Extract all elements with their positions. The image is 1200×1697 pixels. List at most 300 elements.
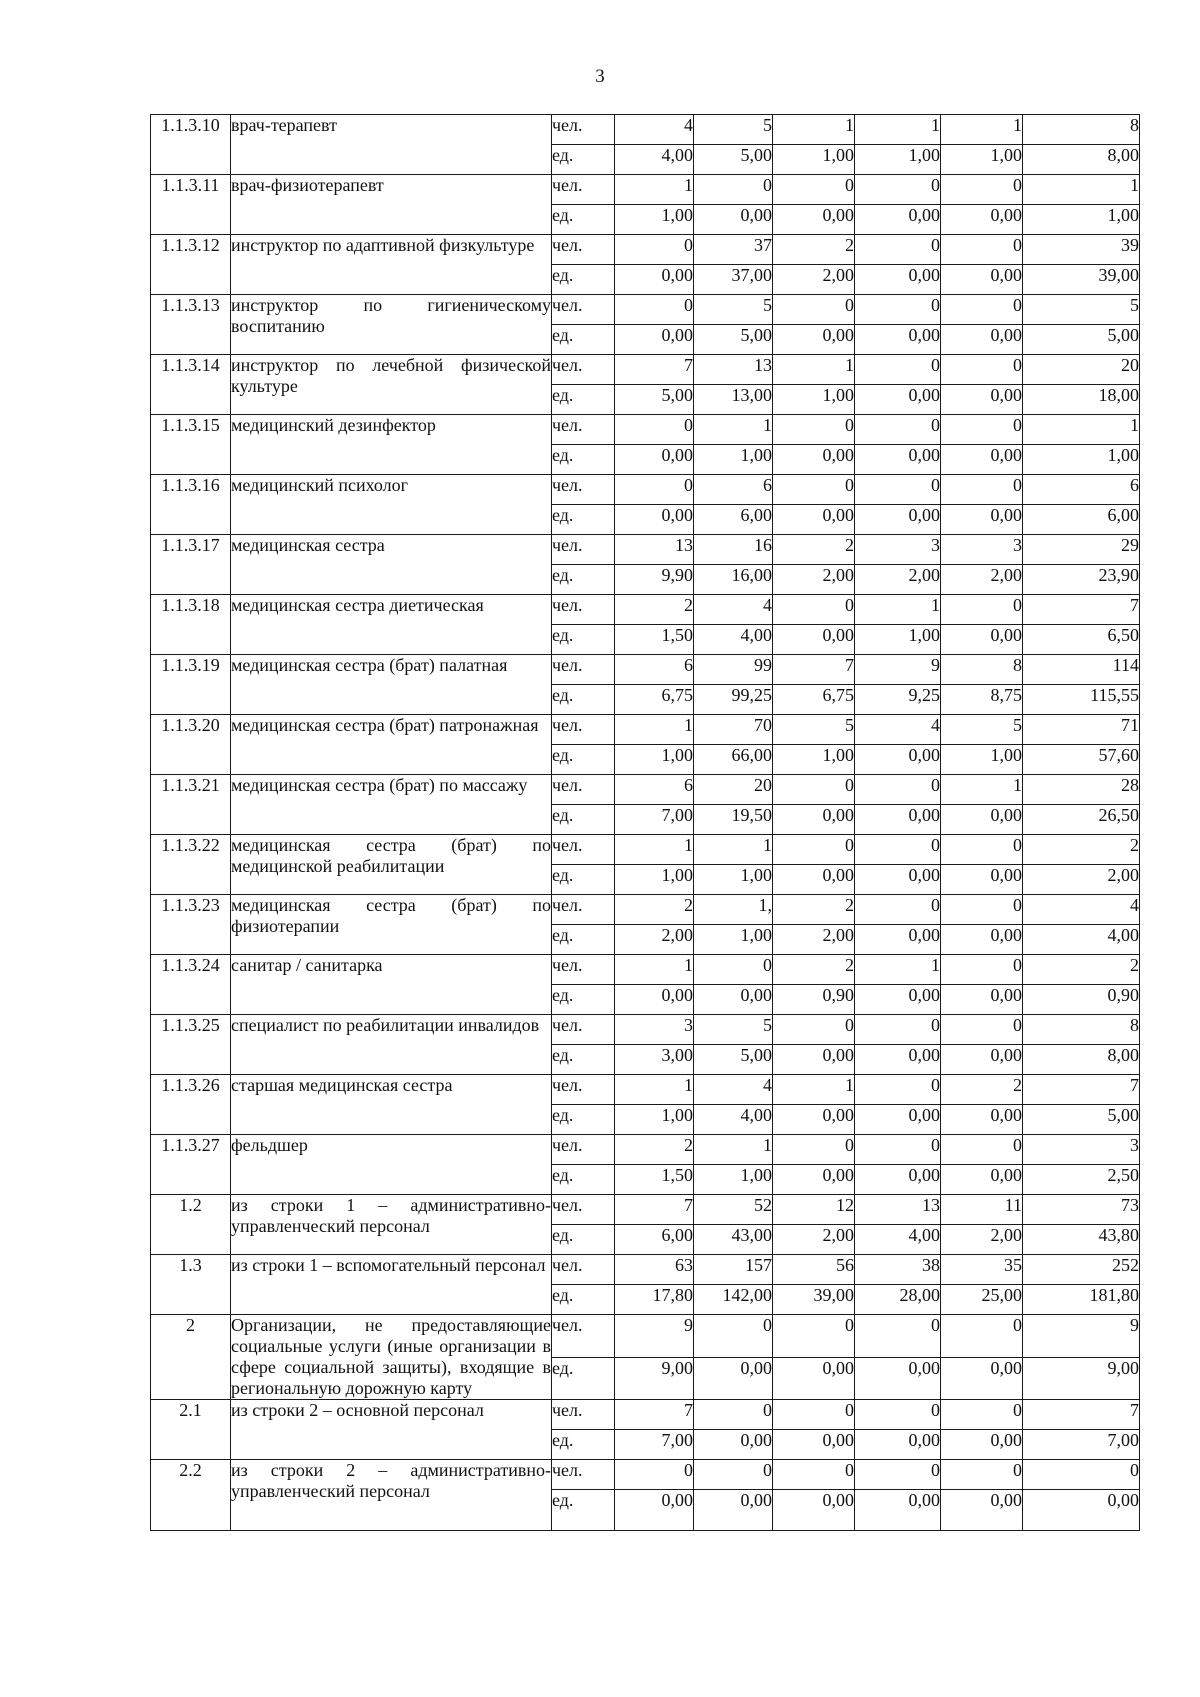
- row-name-text: медицинская сестра (брат) по массажу: [231, 775, 528, 795]
- value-cell: 115,55: [1023, 685, 1140, 715]
- value-cell: 0: [773, 175, 855, 205]
- value-cell: 0,00: [855, 505, 941, 535]
- value-cell: 0,00: [855, 745, 941, 775]
- value-cell: 26,50: [1023, 805, 1140, 835]
- table-body: [151, 115, 1140, 1531]
- row-name: [231, 295, 552, 355]
- value-cell: 0,00: [615, 985, 694, 1015]
- unit-cell: чел.: [552, 1255, 615, 1285]
- value-cell: 1,00: [773, 745, 855, 775]
- unit-cell: ед.: [552, 1165, 615, 1195]
- value-cell: 0,00: [941, 385, 1023, 415]
- row-code: 1.1.3.15: [151, 415, 231, 475]
- row-name: [231, 1460, 552, 1531]
- unit-cell: чел.: [552, 295, 615, 325]
- value-cell: 28: [1023, 775, 1140, 805]
- value-cell: 5,00: [1023, 1105, 1140, 1135]
- value-cell: 1,00: [694, 1165, 773, 1195]
- unit-cell: чел.: [552, 955, 615, 985]
- value-cell: 3: [941, 535, 1023, 565]
- unit-cell: ед.: [552, 145, 615, 175]
- value-cell: 0: [773, 595, 855, 625]
- value-cell: 12: [773, 1195, 855, 1225]
- value-cell: 1: [694, 1135, 773, 1165]
- value-cell: 73: [1023, 1195, 1140, 1225]
- value-cell: 2: [615, 1135, 694, 1165]
- value-cell: 0: [773, 835, 855, 865]
- value-cell: 0,00: [941, 1430, 1023, 1460]
- value-cell: 4,00: [1023, 925, 1140, 955]
- row-name: [231, 175, 552, 235]
- value-cell: 1: [1023, 415, 1140, 445]
- value-cell: 4: [694, 595, 773, 625]
- value-cell: 1: [615, 175, 694, 205]
- table-row: [151, 235, 1140, 265]
- value-cell: 52: [694, 1195, 773, 1225]
- row-name: [231, 1015, 552, 1075]
- value-cell: 0,00: [941, 445, 1023, 475]
- value-cell: 1,00: [855, 625, 941, 655]
- row-name-text: санитар / санитарка: [231, 955, 383, 975]
- value-cell: 1: [773, 355, 855, 385]
- value-cell: 1,00: [773, 385, 855, 415]
- value-cell: 8: [1023, 1015, 1140, 1045]
- unit-cell: ед.: [552, 325, 615, 355]
- value-cell: 5: [694, 1015, 773, 1045]
- value-cell: 2: [941, 1075, 1023, 1105]
- value-cell: 0: [855, 475, 941, 505]
- value-cell: 0: [773, 475, 855, 505]
- value-cell: 3: [615, 1015, 694, 1045]
- value-cell: 6,75: [615, 685, 694, 715]
- value-cell: 2: [1023, 955, 1140, 985]
- value-cell: 0,00: [773, 1490, 855, 1531]
- value-cell: 4: [855, 715, 941, 745]
- value-cell: 2,00: [941, 1225, 1023, 1255]
- value-cell: 0: [694, 1460, 773, 1490]
- value-cell: 9,00: [615, 1357, 694, 1400]
- value-cell: 0,00: [855, 925, 941, 955]
- row-code: 1.1.3.18: [151, 595, 231, 655]
- value-cell: 6,00: [694, 505, 773, 535]
- value-cell: 9: [1023, 1315, 1140, 1358]
- value-cell: 0: [855, 355, 941, 385]
- table-row: [151, 715, 1140, 745]
- value-cell: 37,00: [694, 265, 773, 295]
- table-row: [151, 295, 1140, 325]
- value-cell: 13: [694, 355, 773, 385]
- value-cell: 0: [855, 415, 941, 445]
- unit-cell: ед.: [552, 1285, 615, 1315]
- value-cell: 1: [1023, 175, 1140, 205]
- value-cell: 1,00: [615, 1105, 694, 1135]
- row-code: 1.1.3.21: [151, 775, 231, 835]
- row-name: [231, 655, 552, 715]
- table-row: [151, 175, 1140, 205]
- value-cell: 56: [773, 1255, 855, 1285]
- unit-cell: ед.: [552, 1490, 615, 1531]
- row-name-text: медицинская сестра (брат) по физиотерапии: [231, 895, 551, 936]
- value-cell: 0,00: [941, 325, 1023, 355]
- unit-cell: ед.: [552, 805, 615, 835]
- value-cell: 4: [1023, 895, 1140, 925]
- value-cell: 57,60: [1023, 745, 1140, 775]
- row-name-text: медицинский психолог: [231, 475, 409, 495]
- value-cell: 2,00: [615, 925, 694, 955]
- unit-cell: ед.: [552, 1430, 615, 1460]
- unit-cell: ед.: [552, 925, 615, 955]
- row-name: [231, 835, 552, 895]
- unit-cell: чел.: [552, 355, 615, 385]
- unit-cell: чел.: [552, 1315, 615, 1358]
- value-cell: 29: [1023, 535, 1140, 565]
- value-cell: 9,90: [615, 565, 694, 595]
- value-cell: 1: [615, 1075, 694, 1105]
- row-code: 2.2: [151, 1460, 231, 1531]
- row-code: 1.1.3.11: [151, 175, 231, 235]
- row-code: 1.1.3.14: [151, 355, 231, 415]
- value-cell: 1,00: [694, 445, 773, 475]
- table-row: [151, 1135, 1140, 1165]
- row-name: [231, 955, 552, 1015]
- value-cell: 4,00: [855, 1225, 941, 1255]
- value-cell: 0,00: [941, 265, 1023, 295]
- row-name-text: врач-терапевт: [231, 115, 337, 135]
- value-cell: 0,00: [694, 205, 773, 235]
- value-cell: 0,00: [941, 1490, 1023, 1531]
- value-cell: 0,90: [1023, 985, 1140, 1015]
- row-code: 1.1.3.23: [151, 895, 231, 955]
- value-cell: 3,00: [615, 1045, 694, 1075]
- value-cell: 0,00: [773, 625, 855, 655]
- value-cell: 37: [694, 235, 773, 265]
- row-name: [231, 1195, 552, 1255]
- value-cell: 157: [694, 1255, 773, 1285]
- row-name-text: медицинская сестра диетическая: [231, 595, 484, 615]
- value-cell: 0,90: [773, 985, 855, 1015]
- value-cell: 4,00: [694, 625, 773, 655]
- value-cell: 39,00: [1023, 265, 1140, 295]
- unit-cell: ед.: [552, 865, 615, 895]
- value-cell: 0: [1023, 1460, 1140, 1490]
- row-code: 1.1.3.17: [151, 535, 231, 595]
- row-code: 1.1.3.12: [151, 235, 231, 295]
- value-cell: 1: [855, 115, 941, 145]
- value-cell: 5: [773, 715, 855, 745]
- row-name-text: из строки 1 – административно-управленческий персонал: [231, 1195, 551, 1236]
- value-cell: 70: [694, 715, 773, 745]
- value-cell: 0,00: [615, 265, 694, 295]
- value-cell: 16,00: [694, 565, 773, 595]
- value-cell: 5,00: [694, 145, 773, 175]
- value-cell: 0: [773, 1400, 855, 1430]
- table-row: [151, 1015, 1140, 1045]
- row-code: 1.1.3.27: [151, 1135, 231, 1195]
- value-cell: 0,00: [615, 445, 694, 475]
- value-cell: 8: [941, 655, 1023, 685]
- value-cell: 0,00: [773, 1165, 855, 1195]
- value-cell: 19,50: [694, 805, 773, 835]
- row-name-text: из строки 2 – основной персонал: [231, 1400, 484, 1420]
- value-cell: 0,00: [855, 325, 941, 355]
- value-cell: 0: [941, 175, 1023, 205]
- row-code: 1.1.3.26: [151, 1075, 231, 1135]
- row-name-text: медицинская сестра (брат) палатная: [231, 655, 508, 675]
- row-name-text: фельдшер: [231, 1135, 308, 1155]
- value-cell: 7,00: [1023, 1430, 1140, 1460]
- value-cell: 0,00: [855, 1490, 941, 1531]
- value-cell: 2,00: [773, 1225, 855, 1255]
- unit-cell: ед.: [552, 1225, 615, 1255]
- value-cell: 2,00: [1023, 865, 1140, 895]
- value-cell: 0: [855, 835, 941, 865]
- unit-cell: чел.: [552, 715, 615, 745]
- value-cell: 7: [615, 1400, 694, 1430]
- value-cell: 1: [615, 715, 694, 745]
- value-cell: 0,00: [855, 1430, 941, 1460]
- unit-cell: чел.: [552, 895, 615, 925]
- value-cell: 5: [941, 715, 1023, 745]
- value-cell: 0: [941, 1135, 1023, 1165]
- row-name: [231, 1315, 552, 1400]
- value-cell: 1: [941, 115, 1023, 145]
- value-cell: 0,00: [694, 1490, 773, 1531]
- value-cell: 0,00: [941, 805, 1023, 835]
- table-row: [151, 1460, 1140, 1490]
- value-cell: 0,00: [855, 805, 941, 835]
- value-cell: 0: [941, 955, 1023, 985]
- value-cell: 0,00: [694, 985, 773, 1015]
- value-cell: 0,00: [773, 1357, 855, 1400]
- value-cell: 0,00: [773, 205, 855, 235]
- value-cell: 1: [615, 835, 694, 865]
- value-cell: 1,00: [694, 925, 773, 955]
- row-name-text: старшая медицинская сестра: [231, 1075, 453, 1095]
- value-cell: 2,00: [941, 565, 1023, 595]
- value-cell: 2: [773, 235, 855, 265]
- value-cell: 252: [1023, 1255, 1140, 1285]
- value-cell: 0: [773, 295, 855, 325]
- value-cell: 5,00: [615, 385, 694, 415]
- table-row: [151, 415, 1140, 445]
- value-cell: 1,00: [694, 865, 773, 895]
- value-cell: 0: [941, 1400, 1023, 1430]
- unit-cell: чел.: [552, 775, 615, 805]
- value-cell: 5,00: [1023, 325, 1140, 355]
- row-code: 2: [151, 1315, 231, 1400]
- value-cell: 2: [773, 535, 855, 565]
- value-cell: 2: [615, 895, 694, 925]
- value-cell: 0,00: [615, 505, 694, 535]
- value-cell: 0,00: [773, 805, 855, 835]
- unit-cell: ед.: [552, 265, 615, 295]
- value-cell: 0: [941, 835, 1023, 865]
- value-cell: 0: [855, 1075, 941, 1105]
- page-number: 3: [595, 66, 605, 87]
- row-name-text: медицинский дезинфектор: [231, 415, 436, 435]
- table-row: [151, 1400, 1140, 1430]
- value-cell: 0,00: [855, 385, 941, 415]
- value-cell: 7,00: [615, 1430, 694, 1460]
- unit-cell: чел.: [552, 115, 615, 145]
- value-cell: 6: [615, 655, 694, 685]
- value-cell: 1,00: [615, 865, 694, 895]
- value-cell: 1,00: [1023, 445, 1140, 475]
- value-cell: 0: [694, 1400, 773, 1430]
- table-row: [151, 355, 1140, 385]
- value-cell: 0: [855, 1015, 941, 1045]
- value-cell: 6,00: [615, 1225, 694, 1255]
- unit-cell: ед.: [552, 745, 615, 775]
- value-cell: 8,00: [1023, 1045, 1140, 1075]
- value-cell: 0: [855, 1315, 941, 1358]
- value-cell: 1: [941, 775, 1023, 805]
- unit-cell: ед.: [552, 1357, 615, 1400]
- value-cell: 1: [773, 115, 855, 145]
- unit-cell: ед.: [552, 505, 615, 535]
- unit-cell: чел.: [552, 1400, 615, 1430]
- value-cell: 1,00: [941, 145, 1023, 175]
- row-code: 1.2: [151, 1195, 231, 1255]
- value-cell: 0,00: [941, 1357, 1023, 1400]
- value-cell: 0,00: [855, 205, 941, 235]
- unit-cell: чел.: [552, 655, 615, 685]
- table-row: [151, 955, 1140, 985]
- value-cell: 0: [941, 295, 1023, 325]
- value-cell: 0,00: [855, 865, 941, 895]
- value-cell: 0,00: [941, 205, 1023, 235]
- row-name: [231, 595, 552, 655]
- row-code: 1.1.3.19: [151, 655, 231, 715]
- unit-cell: чел.: [552, 595, 615, 625]
- value-cell: 0,00: [941, 625, 1023, 655]
- value-cell: 11: [941, 1195, 1023, 1225]
- value-cell: 0: [941, 235, 1023, 265]
- unit-cell: ед.: [552, 685, 615, 715]
- table-row: [151, 895, 1140, 925]
- value-cell: 1,00: [615, 745, 694, 775]
- value-cell: 7: [615, 1195, 694, 1225]
- value-cell: 1,00: [1023, 205, 1140, 235]
- unit-cell: чел.: [552, 1015, 615, 1045]
- row-code: 1.1.3.10: [151, 115, 231, 175]
- value-cell: 1: [694, 415, 773, 445]
- unit-cell: чел.: [552, 1460, 615, 1490]
- value-cell: 0,00: [855, 985, 941, 1015]
- table-row: [151, 775, 1140, 805]
- value-cell: 8,75: [941, 685, 1023, 715]
- table-row: [151, 475, 1140, 505]
- value-cell: 0: [855, 1460, 941, 1490]
- value-cell: 0: [855, 175, 941, 205]
- row-name-text: медицинская сестра (брат) по медицинской реабилитации: [231, 835, 551, 876]
- value-cell: 16: [694, 535, 773, 565]
- value-cell: 0: [855, 1135, 941, 1165]
- value-cell: 181,80: [1023, 1285, 1140, 1315]
- value-cell: 0,00: [773, 445, 855, 475]
- row-name: [231, 415, 552, 475]
- value-cell: 99,25: [694, 685, 773, 715]
- value-cell: 1,50: [615, 1165, 694, 1195]
- value-cell: 0,00: [773, 865, 855, 895]
- value-cell: 0,00: [855, 1357, 941, 1400]
- value-cell: 0,00: [941, 1165, 1023, 1195]
- row-code: 1.3: [151, 1255, 231, 1315]
- row-name: [231, 115, 552, 175]
- table-row: [151, 835, 1140, 865]
- value-cell: 2,00: [773, 925, 855, 955]
- value-cell: 2: [1023, 835, 1140, 865]
- row-name-text: врач-физиотерапевт: [231, 175, 384, 195]
- value-cell: 0,00: [855, 1165, 941, 1195]
- value-cell: 0,00: [941, 505, 1023, 535]
- value-cell: 0,00: [615, 1490, 694, 1531]
- value-cell: 0: [773, 1015, 855, 1045]
- value-cell: 6: [694, 475, 773, 505]
- row-name: [231, 475, 552, 535]
- value-cell: 7: [1023, 1400, 1140, 1430]
- value-cell: 1: [855, 595, 941, 625]
- value-cell: 2,50: [1023, 1165, 1140, 1195]
- value-cell: 0,00: [773, 325, 855, 355]
- value-cell: 20: [694, 775, 773, 805]
- row-name: [231, 775, 552, 835]
- value-cell: 1: [855, 955, 941, 985]
- value-cell: 0: [941, 355, 1023, 385]
- value-cell: 0,00: [855, 265, 941, 295]
- value-cell: 7,00: [615, 805, 694, 835]
- value-cell: 0: [941, 1015, 1023, 1045]
- value-cell: 9,00: [1023, 1357, 1140, 1400]
- value-cell: 43,80: [1023, 1225, 1140, 1255]
- value-cell: 1,00: [941, 745, 1023, 775]
- unit-cell: чел.: [552, 1195, 615, 1225]
- value-cell: 0,00: [941, 865, 1023, 895]
- unit-cell: ед.: [552, 205, 615, 235]
- row-name-text: медицинская сестра (брат) патронажная: [231, 715, 539, 735]
- value-cell: 13,00: [694, 385, 773, 415]
- value-cell: 0,00: [773, 505, 855, 535]
- row-code: 1.1.3.24: [151, 955, 231, 1015]
- value-cell: 1,: [694, 895, 773, 925]
- row-name: [231, 235, 552, 295]
- row-name-text: инструктор по адаптивной физкультуре: [231, 235, 535, 255]
- value-cell: 0: [855, 895, 941, 925]
- value-cell: 0: [773, 1315, 855, 1358]
- row-name-text: медицинская сестра: [231, 535, 385, 555]
- table-row: [151, 535, 1140, 565]
- unit-cell: чел.: [552, 535, 615, 565]
- unit-cell: ед.: [552, 565, 615, 595]
- value-cell: 39,00: [773, 1285, 855, 1315]
- value-cell: 8,00: [1023, 145, 1140, 175]
- table-row: [151, 1255, 1140, 1285]
- unit-cell: ед.: [552, 1105, 615, 1135]
- value-cell: 0: [941, 595, 1023, 625]
- value-cell: 6,50: [1023, 625, 1140, 655]
- value-cell: 0,00: [941, 985, 1023, 1015]
- value-cell: 0,00: [773, 1105, 855, 1135]
- value-cell: 0: [941, 1460, 1023, 1490]
- value-cell: 0: [941, 475, 1023, 505]
- unit-cell: чел.: [552, 1075, 615, 1105]
- row-name: [231, 895, 552, 955]
- value-cell: 142,00: [694, 1285, 773, 1315]
- value-cell: 9: [855, 655, 941, 685]
- value-cell: 6: [615, 775, 694, 805]
- value-cell: 0: [855, 1400, 941, 1430]
- value-cell: 0: [855, 235, 941, 265]
